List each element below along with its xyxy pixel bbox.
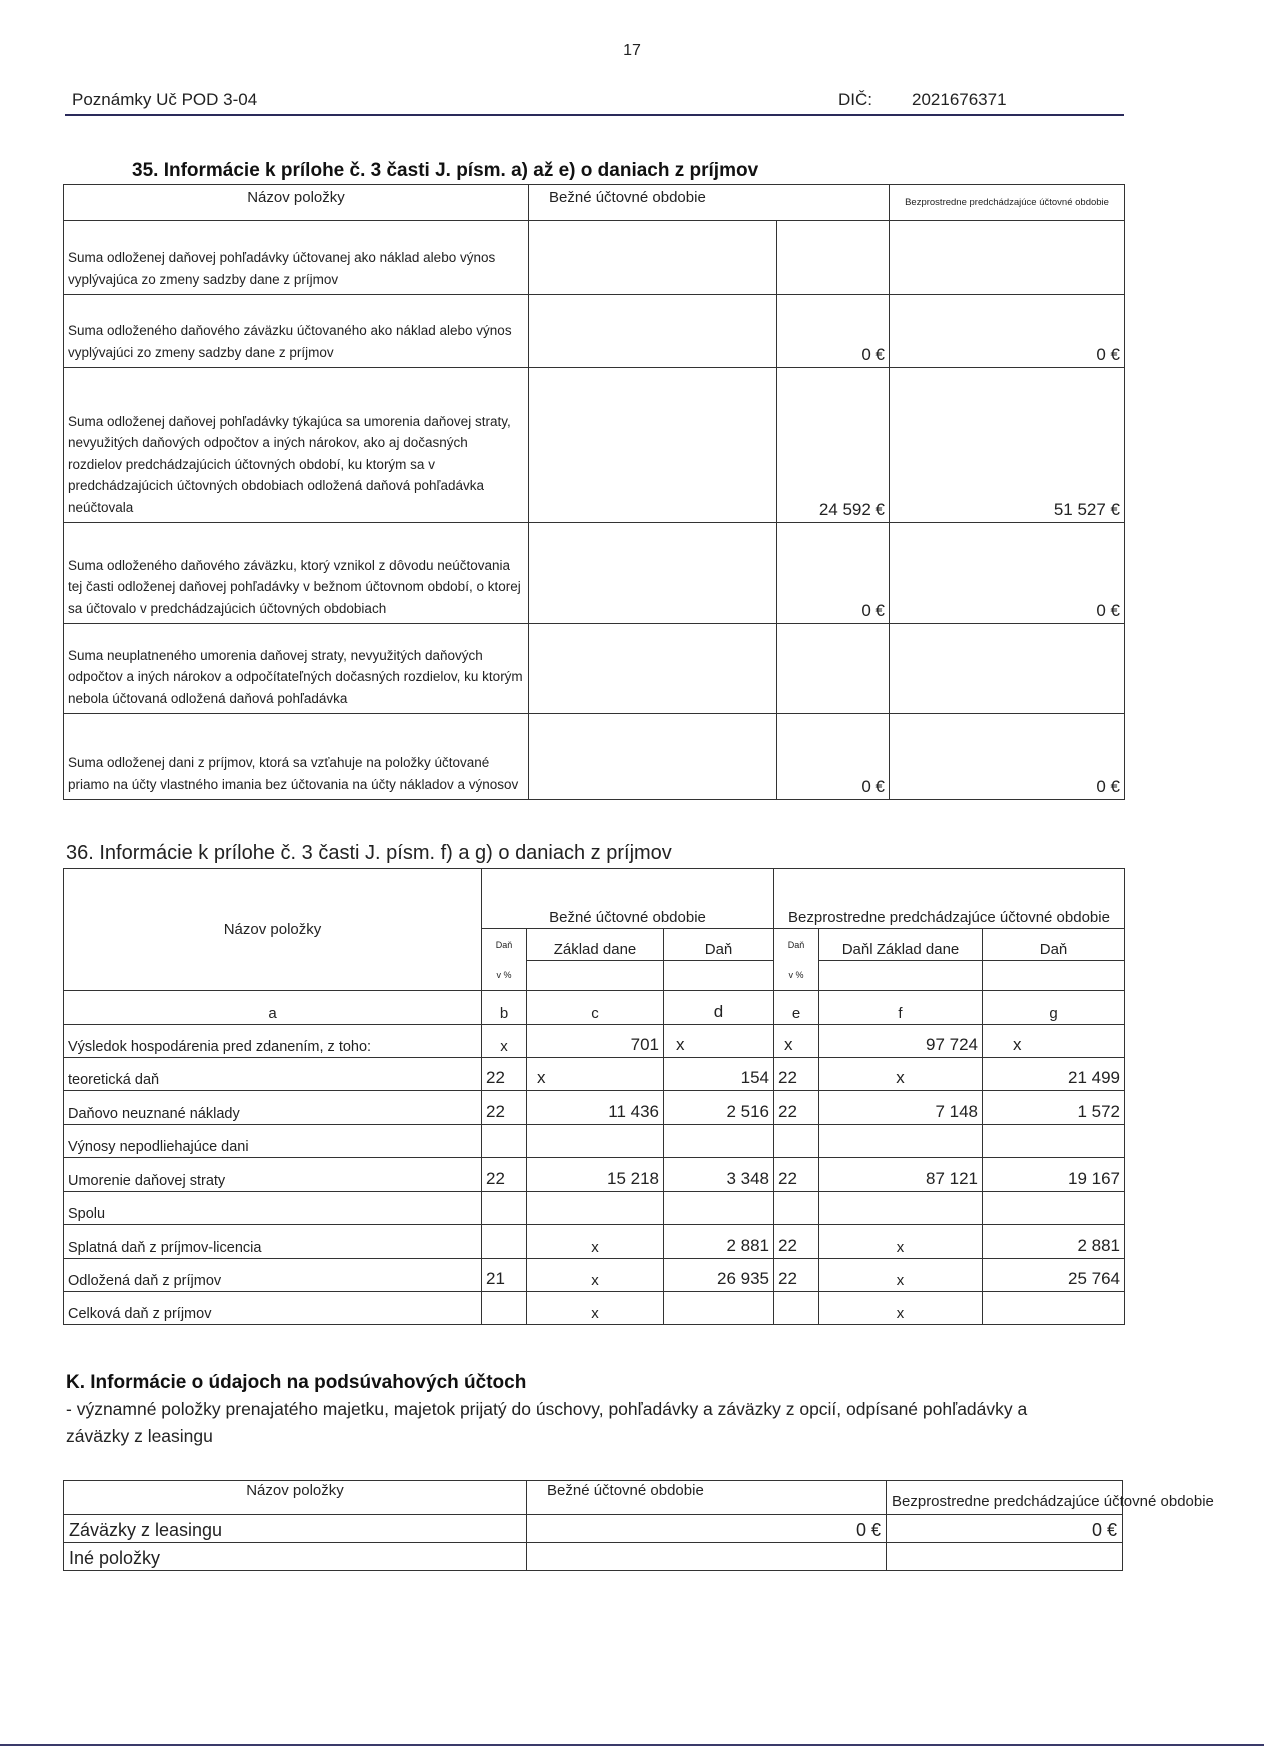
- cell-b: 22: [482, 1058, 527, 1091]
- cell-f: [819, 1192, 983, 1225]
- col-current-header: Bežné účtovné obdobie: [529, 185, 890, 221]
- cell-b: 21: [482, 1259, 527, 1292]
- row-label: Odložená daň z príjmov: [64, 1259, 482, 1292]
- cell-d: 26 935: [664, 1259, 774, 1292]
- cell-b: x: [482, 1025, 527, 1058]
- dic-label: DIČ:: [838, 90, 872, 109]
- col-current-header: Bežné účtovné obdobie: [527, 1481, 887, 1515]
- letter-e: e: [774, 991, 819, 1025]
- row-current-value: 0 €: [777, 523, 890, 624]
- table-row: [64, 1025, 1125, 1058]
- cell-g: [983, 1292, 1125, 1325]
- cell-e: 22: [774, 1091, 819, 1125]
- row-previous-value: 0 €: [890, 714, 1125, 800]
- letter-b: b: [482, 991, 527, 1025]
- cell-c: x: [527, 1292, 664, 1325]
- cell-c: [527, 1192, 664, 1225]
- page-number: 17: [623, 42, 641, 59]
- header-divider: [65, 114, 1124, 116]
- cell-e: 22: [774, 1158, 819, 1192]
- cell-d: 3 348: [664, 1158, 774, 1192]
- row-label: Záväzky z leasingu: [64, 1515, 527, 1543]
- row-label: Suma odloženej dani z príjmov, ktorá sa vzťahuje na položky účtované priamo na účty vlastného imania bez účtovania na účty nákladov a výnosov: [64, 714, 529, 800]
- col-name-header: Názov položky: [64, 1481, 527, 1515]
- row-current-value: 0 €: [777, 295, 890, 368]
- subheader-dan: Daň: [664, 929, 774, 961]
- cell-b: 22: [482, 1091, 527, 1125]
- cell-d: 154: [664, 1058, 774, 1091]
- cell-e: [774, 1192, 819, 1225]
- row-label: Umorenie daňovej straty: [64, 1158, 482, 1192]
- letter-d: d: [664, 991, 774, 1025]
- table-row: [64, 624, 1125, 714]
- row-previous-value: [890, 624, 1125, 714]
- table-row: [64, 1543, 1123, 1571]
- pct-label: v %: [482, 961, 527, 991]
- cell-g: [983, 1192, 1125, 1225]
- subheader-prev-base: Daňl Základ dane: [819, 929, 983, 961]
- cell-d: [664, 1125, 774, 1158]
- cell-b: [482, 1125, 527, 1158]
- row-label: Suma neuplatneného umorenia daňovej straty, nevyužitých daňových odpočtov a iných nárokov a odpočítateľných dočasných rozdielov, ku ktorým nebola účtovaná odložená daňová pohľadávka: [64, 624, 529, 714]
- row-current-value: 24 592 €: [777, 368, 890, 523]
- row-label: Iné položky: [64, 1543, 527, 1571]
- cell-e: x: [774, 1025, 819, 1058]
- cell-c: x: [527, 1058, 664, 1091]
- cell-f: x: [819, 1259, 983, 1292]
- row-current-value: 0 €: [777, 714, 890, 800]
- table-row: [64, 295, 1125, 368]
- table-row: [64, 1192, 1125, 1225]
- cell-d: [664, 1192, 774, 1225]
- row-previous-value: [890, 221, 1125, 295]
- row-previous-value: 0 €: [890, 523, 1125, 624]
- cell-c: [527, 1125, 664, 1158]
- col-previous-header: Bezprostredne predchádzajúce účtovné obdobie: [887, 1481, 1123, 1515]
- cell-d: x: [664, 1025, 774, 1058]
- subheader-prev-dan-small: Daň: [774, 929, 819, 961]
- section-k-description: - významné položky prenajatého majetku, majetok prijatý do úschovy, pohľadávky a záväzky z opcií, odpísané pohľadávky a záväzky z leasingu: [66, 1399, 1028, 1446]
- cell-f: 87 121: [819, 1158, 983, 1192]
- row-label: Daňovo neuznané náklady: [64, 1091, 482, 1125]
- row-label: Suma odloženého daňového záväzku účtovaného ako náklad alebo výnos vyplývajúci zo zmeny sadzby dane z príjmov: [64, 295, 529, 368]
- section-35-title: 35. Informácie k prílohe č. 3 časti J. písm. a) až e) o daniach z príjmov: [132, 160, 759, 181]
- row-current-value: 0 €: [527, 1515, 887, 1543]
- pct-label: v %: [774, 961, 819, 991]
- section-36-title: 36. Informácie k prílohe č. 3 časti J. písm. f) a g) o daniach z príjmov: [66, 842, 672, 864]
- section-k-table: [63, 1480, 1214, 1571]
- cell-g: 1 572: [983, 1091, 1125, 1125]
- cell-d: 2 881: [664, 1225, 774, 1259]
- cell-d: 2 516: [664, 1091, 774, 1125]
- cell-b: [482, 1292, 527, 1325]
- section-35-table: [63, 184, 1125, 800]
- row-previous-value: 51 527 €: [890, 368, 1125, 523]
- subheader-dan-small: Daň: [482, 929, 527, 961]
- dic-value: 2021676371: [912, 90, 1007, 109]
- row-current-value: [527, 1543, 887, 1571]
- cell-f: 97 724: [819, 1025, 983, 1058]
- row-previous-value: 0 €: [887, 1515, 1123, 1543]
- cell-e: [774, 1125, 819, 1158]
- cell-g: x: [983, 1025, 1125, 1058]
- row-previous-value: 0 €: [890, 295, 1125, 368]
- subheader-prev-dan: Daň: [983, 929, 1125, 961]
- table-row: [64, 221, 1125, 295]
- col-name-header: Názov položky: [64, 869, 482, 991]
- cell-g: 19 167: [983, 1158, 1125, 1192]
- cell-c: x: [527, 1225, 664, 1259]
- cell-f: x: [819, 1292, 983, 1325]
- table-row: [64, 1091, 1125, 1125]
- cell-c: 11 436: [527, 1091, 664, 1125]
- table-header-row: [64, 1481, 1123, 1515]
- row-label: Výnosy nepodliehajúce dani: [64, 1125, 482, 1158]
- letter-a: a: [64, 991, 482, 1025]
- table-header-row: [64, 869, 1125, 929]
- table-row: [64, 1058, 1125, 1091]
- cell-d: [664, 1292, 774, 1325]
- row-label: Spolu: [64, 1192, 482, 1225]
- cell-e: 22: [774, 1058, 819, 1091]
- row-label: Suma odloženej daňovej pohľadávky účtovanej ako náklad alebo výnos vyplývajúca zo zmeny sadzby dane z príjmov: [64, 221, 529, 295]
- table-row: [64, 1292, 1125, 1325]
- table-row: [64, 523, 1125, 624]
- row-current-value: [777, 221, 890, 295]
- cell-f: 7 148: [819, 1091, 983, 1125]
- table-row: [64, 1259, 1125, 1292]
- cell-b: 22: [482, 1158, 527, 1192]
- cell-c: 701: [527, 1025, 664, 1058]
- table-row: [64, 1515, 1123, 1543]
- table-row: [64, 1158, 1125, 1192]
- cell-b: [482, 1225, 527, 1259]
- row-label: Suma odloženej daňovej pohľadávky týkajúca sa umorenia daňovej straty, nevyužitých daňových odpočtov a iných nárokov, ako aj dočasných rozdielov predchádzajúcich účtovných období, ku ktorým sa v predchádzajúcich účtovných obdobiach odložená daňová pohľadávka neúčtovala: [64, 368, 529, 523]
- col-previous-header: Bezprostredne predchádzajúce účtovné obdobie: [890, 185, 1125, 221]
- cell-g: 2 881: [983, 1225, 1125, 1259]
- section-36-table: [63, 868, 1125, 1325]
- section-k-title: K. Informácie o údajoch na podsúvahových účtoch: [66, 1372, 527, 1393]
- cell-e: 22: [774, 1225, 819, 1259]
- cell-f: x: [819, 1058, 983, 1091]
- col-name-header: Názov položky: [64, 185, 529, 221]
- table-row: [64, 1125, 1125, 1158]
- cell-c: x: [527, 1259, 664, 1292]
- cell-c: 15 218: [527, 1158, 664, 1192]
- letter-g: g: [983, 991, 1125, 1025]
- letter-c: c: [527, 991, 664, 1025]
- row-label: Suma odloženého daňového záväzku, ktorý vznikol z dôvodu neúčtovania tej časti odloženej daňovej pohľadávky v bežnom účtovnom období, o ktorej sa účtovalo v predchádzajúcich účtovných obdobiach: [64, 523, 529, 624]
- row-label: Splatná daň z príjmov-licencia: [64, 1225, 482, 1259]
- cell-g: [983, 1125, 1125, 1158]
- table-row: [64, 714, 1125, 800]
- row-label: teoretická daň: [64, 1058, 482, 1091]
- cell-g: 25 764: [983, 1259, 1125, 1292]
- scan-edge-line: [0, 1744, 1264, 1746]
- current-period-header: Bežné účtovné obdobie: [482, 869, 774, 929]
- row-current-value: [777, 624, 890, 714]
- cell-g: 21 499: [983, 1058, 1125, 1091]
- cell-e: [774, 1292, 819, 1325]
- cell-e: 22: [774, 1259, 819, 1292]
- row-label: Celková daň z príjmov: [64, 1292, 482, 1325]
- table-row: [64, 1225, 1125, 1259]
- letters-row: [64, 991, 1125, 1025]
- cell-f: [819, 1125, 983, 1158]
- subheader-base: Základ dane: [527, 929, 664, 961]
- cell-f: x: [819, 1225, 983, 1259]
- letter-f: f: [819, 991, 983, 1025]
- document-title: Poznámky Uč POD 3-04: [72, 90, 258, 109]
- previous-period-header: Bezprostredne predchádzajúce účtovné obdobie: [774, 869, 1125, 929]
- row-previous-value: [887, 1543, 1123, 1571]
- cell-b: [482, 1192, 527, 1225]
- table-header-row: [64, 185, 1125, 221]
- row-label: Výsledok hospodárenia pred zdanením, z toho:: [64, 1025, 482, 1058]
- table-row: [64, 368, 1125, 523]
